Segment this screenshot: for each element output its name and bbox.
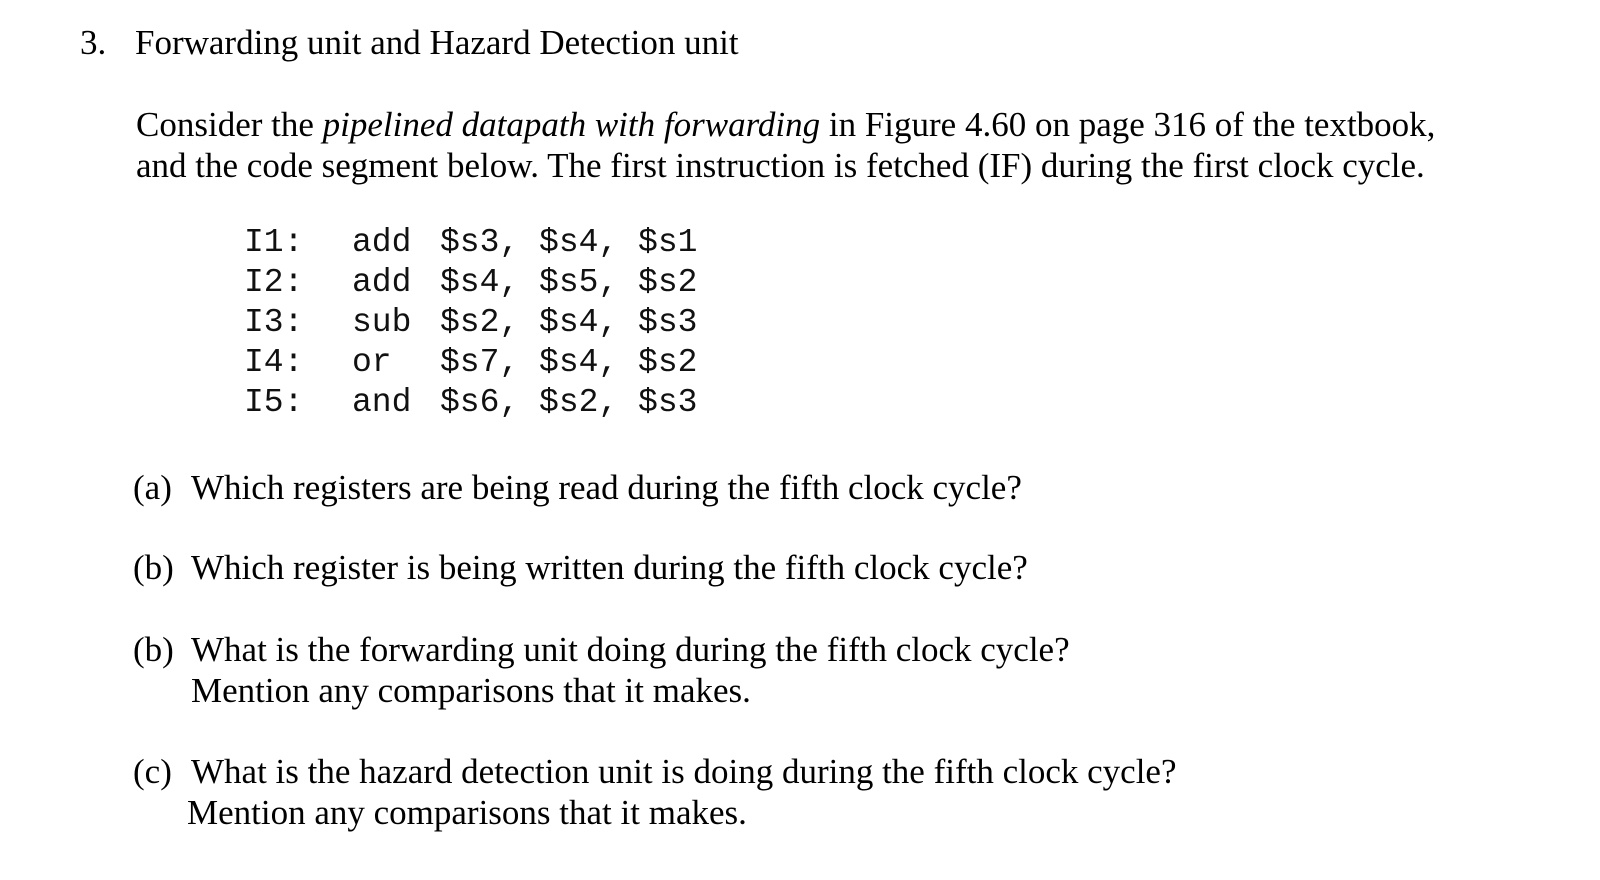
question-continuation: Mention any comparisons that it makes. [191, 671, 751, 710]
question-tag: (b) [133, 630, 174, 669]
question-continuation: Mention any comparisons that it makes. [187, 793, 747, 832]
code-line [244, 263, 697, 303]
question-tag: (a) [133, 468, 172, 507]
question-tag: (b) [133, 548, 174, 587]
section-title: Forwarding unit and Hazard Detection unit [135, 23, 739, 62]
instruction-opcode: sub [352, 304, 412, 341]
question-b-written [133, 547, 1028, 588]
instruction-operands: $s6, $s2, $s3 [440, 384, 698, 421]
instruction-operands: $s4, $s5, $s2 [440, 264, 698, 301]
code-line [244, 223, 697, 263]
code-line [244, 383, 697, 423]
intro-line-1 [136, 104, 1435, 145]
intro-text-end: in Figure 4.60 on page 316 of the textbook, [820, 105, 1436, 144]
instruction-label: I1: [244, 224, 304, 261]
code-line [244, 343, 697, 383]
question-tag: (c) [133, 752, 172, 791]
instruction-label: I4: [244, 344, 304, 381]
instruction-opcode: or [352, 344, 392, 381]
code-line [244, 303, 697, 343]
intro-text-start: Consider the [136, 105, 323, 144]
question-text: Which register is being written during the fifth clock cycle? [191, 548, 1028, 587]
intro-italic-phrase: pipelined datapath with forwarding [322, 105, 821, 144]
question-a [133, 467, 1022, 508]
intro-line-2: and the code segment below. The first instruction is fetched (IF) during the first clock cycle. [136, 146, 1425, 185]
question-text: What is the hazard detection unit is doing during the fifth clock cycle? [191, 752, 1177, 791]
question-text: Which registers are being read during the fifth clock cycle? [191, 468, 1022, 507]
instruction-opcode: add [352, 264, 412, 301]
instruction-label: I5: [244, 384, 304, 421]
intro-paragraph [136, 104, 1435, 186]
code-segment [244, 223, 697, 423]
question-text: What is the forwarding unit doing during the fifth clock cycle? [191, 630, 1070, 669]
instruction-operands: $s3, $s4, $s1 [440, 224, 698, 261]
instruction-opcode: add [352, 224, 412, 261]
question-b-forwarding [133, 629, 1070, 711]
instruction-opcode: and [352, 384, 412, 421]
section-heading [80, 22, 739, 63]
question-c [133, 751, 1177, 833]
instruction-operands: $s7, $s4, $s2 [440, 344, 698, 381]
instruction-label: I3: [244, 304, 304, 341]
instruction-label: I2: [244, 264, 304, 301]
instruction-operands: $s2, $s4, $s3 [440, 304, 698, 341]
section-number: 3. [80, 23, 107, 62]
